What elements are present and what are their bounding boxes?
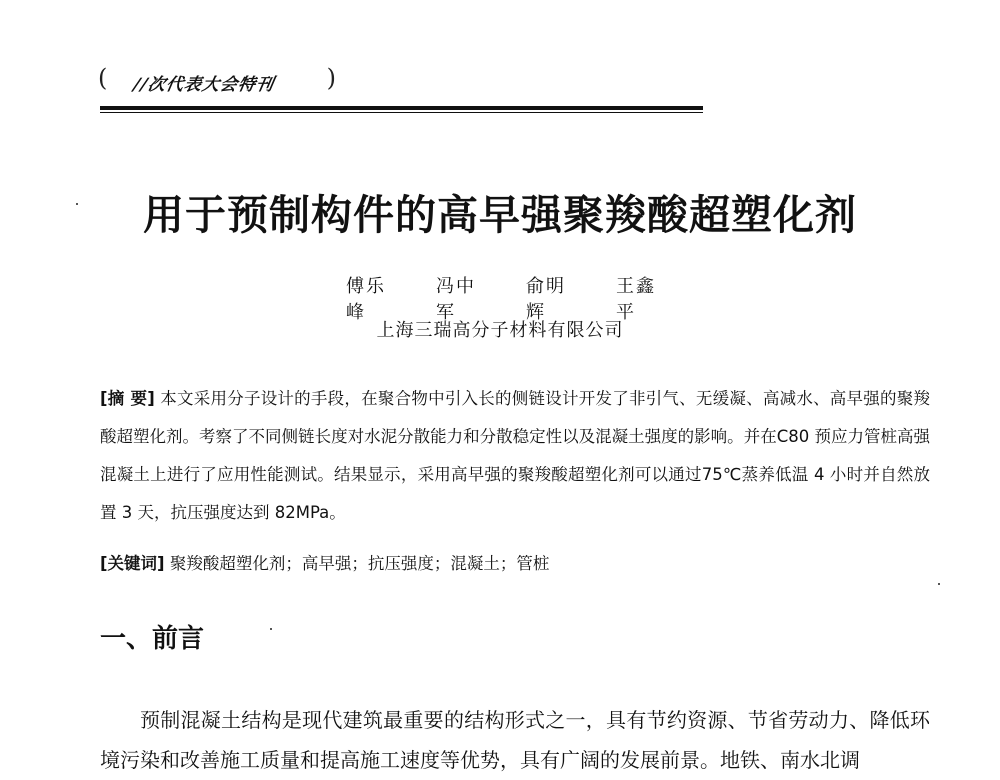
header-rule-thin: [100, 112, 703, 113]
author-name: 冯中军: [436, 276, 476, 323]
abstract-label: [摘 要]: [100, 389, 155, 408]
author-name: 俞明辉: [526, 276, 566, 323]
section-heading: 一、前言: [100, 624, 205, 654]
author-name: 傅乐峰: [346, 276, 386, 323]
affiliation: 上海三瑞高分子材料有限公司: [376, 320, 624, 341]
journal-header-tag: [98, 62, 336, 96]
abstract-text: 本文采用分子设计的手段，在聚合物中引入长的侧链设计开发了非引气、无缓凝、高减水、高早强的聚羧酸超塑化剂。考察了不同侧链长度对水泥分散能力和分散稳定性以及混凝土强度的影响。并在C80 预应力管桩高强混凝土上进行了应用性能测试。结果显示，采用高早强的聚羧酸超塑化剂可以通过75℃蒸养低温 4 小时并自然放置 3 天，抗压强度达到 82MPa。: [100, 389, 930, 522]
keywords-label: [关键词]: [100, 554, 165, 573]
abstract: [100, 380, 930, 532]
keywords: [100, 550, 930, 574]
scan-speck: [76, 203, 78, 205]
scan-speck: [270, 628, 272, 630]
body-paragraph: 预制混凝土结构是现代建筑最重要的结构形式之一，具有节约资源、节省劳动力、降低环境污染和改善施工质量和提高施工速度等优势，具有广阔的发展前景。地铁、南水北调: [100, 708, 930, 772]
paper-title: 用于预制构件的高早强聚羧酸超塑化剂: [143, 191, 857, 239]
author-name: 王鑫平: [616, 276, 656, 323]
journal-issue-label: //次代表大会特刊: [131, 75, 276, 95]
keywords-text: 聚羧酸超塑化剂；高早强；抗压强度；混凝土；管桩: [169, 554, 550, 573]
close-bracket: ): [326, 64, 336, 92]
open-bracket: (: [98, 64, 108, 92]
header-rule-thick: [100, 106, 703, 110]
scan-speck: [938, 583, 940, 585]
